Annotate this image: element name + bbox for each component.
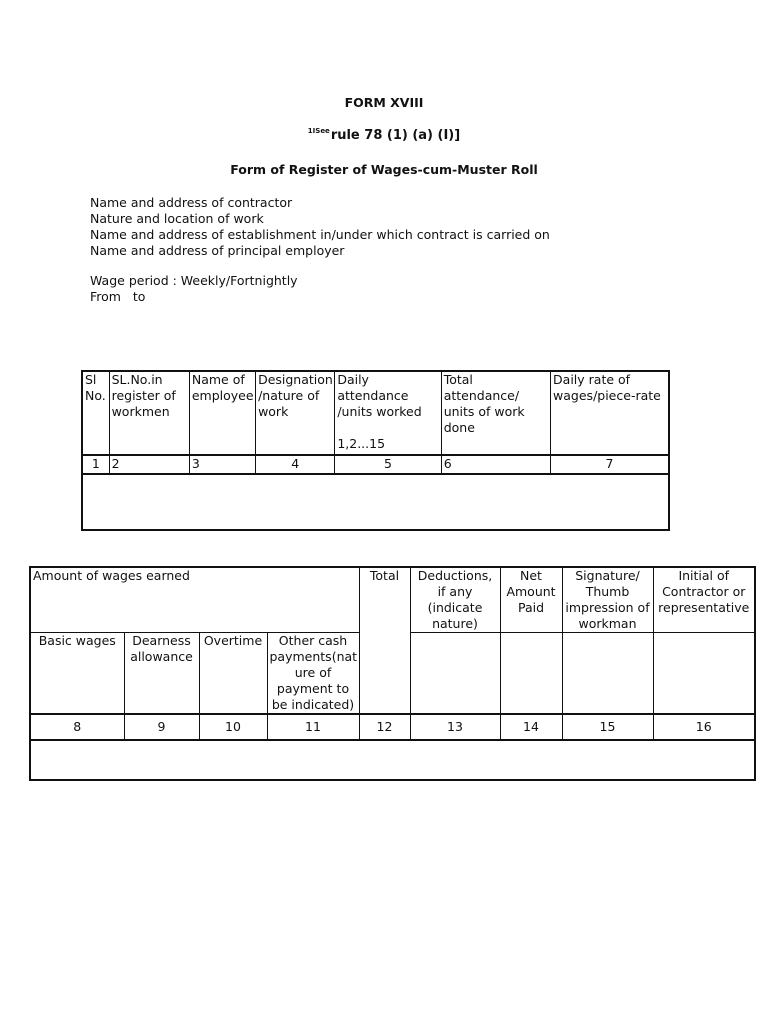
field-wage-period: Wage period : Weekly/Fortnightly [90,273,298,288]
header-other-cash: Other cash payments(nat ure of payment to be indicated) [267,633,359,715]
header-amount-earned: Amount of wages earned [30,567,359,633]
rule-reference [0,127,768,143]
column-number: 7 [551,455,669,474]
column-number: 11 [267,714,359,740]
daily-attendance-label: Daily attendance /units worked [337,372,422,419]
header-dearness-allowance: Dearness allowance [124,633,199,715]
wages-table [29,566,756,781]
rule-superscript: 1ISee [307,127,330,135]
column-number: 12 [359,714,410,740]
column-number: 5 [335,455,441,474]
column-number: 14 [500,714,562,740]
header-sl-no: Sl No. [82,371,109,455]
header-total: Total [359,567,410,714]
header-daily-rate: Daily rate of wages/piece-rate [551,371,669,455]
column-number: 2 [109,455,189,474]
field-contractor: Name and address of contractor [90,195,293,210]
table-header-row [82,371,669,455]
blank-entry-cell [82,474,669,530]
column-number-row [82,455,669,474]
column-number: 16 [653,714,755,740]
rule-text: rule 78 (1) (a) (I)] [330,128,461,143]
header-net-amount: Net Amount Paid [500,567,562,633]
column-number: 15 [562,714,653,740]
column-number: 13 [410,714,500,740]
table-header-row [30,567,755,633]
form-fields [90,195,550,305]
column-number: 9 [124,714,199,740]
header-employee-name: Name of employee [189,371,255,455]
header-total-attendance: Total attendance/ units of work done [441,371,550,455]
column-number-row [30,714,755,740]
empty-cell [653,633,755,715]
blank-entry-row [30,740,755,780]
header-overtime: Overtime [199,633,267,715]
attendance-table [81,370,670,531]
header-designation: Designation /nature of work [256,371,335,455]
header-deductions: Deductions, if any (indicate nature) [410,567,500,633]
blank-entry-cell [30,740,755,780]
blank-entry-row [82,474,669,530]
empty-cell [410,633,500,715]
field-from-to: From to [90,289,146,304]
attendance-range: 1,2...15 [337,436,386,451]
header-daily-attendance [335,371,441,455]
column-number: 6 [441,455,550,474]
column-number: 1 [82,455,109,474]
empty-cell [500,633,562,715]
column-number: 4 [256,455,335,474]
header-sl-register: SL.No.in register of workmen [109,371,189,455]
column-number: 10 [199,714,267,740]
header-initial: Initial of Contractor or representative [653,567,755,633]
header-signature: Signature/ Thumb impression of workman [562,567,653,633]
register-title: Form of Register of Wages-cum-Muster Roll [230,162,538,177]
field-work-location: Nature and location of work [90,211,264,226]
empty-cell [562,633,653,715]
column-number: 3 [189,455,255,474]
header-basic-wages: Basic wages [30,633,124,715]
column-number: 8 [30,714,124,740]
form-title: FORM XVIII [344,95,424,110]
field-principal-employer: Name and address of principal employer [90,243,345,258]
field-establishment: Name and address of establishment in/under which contract is carried on [90,227,550,242]
